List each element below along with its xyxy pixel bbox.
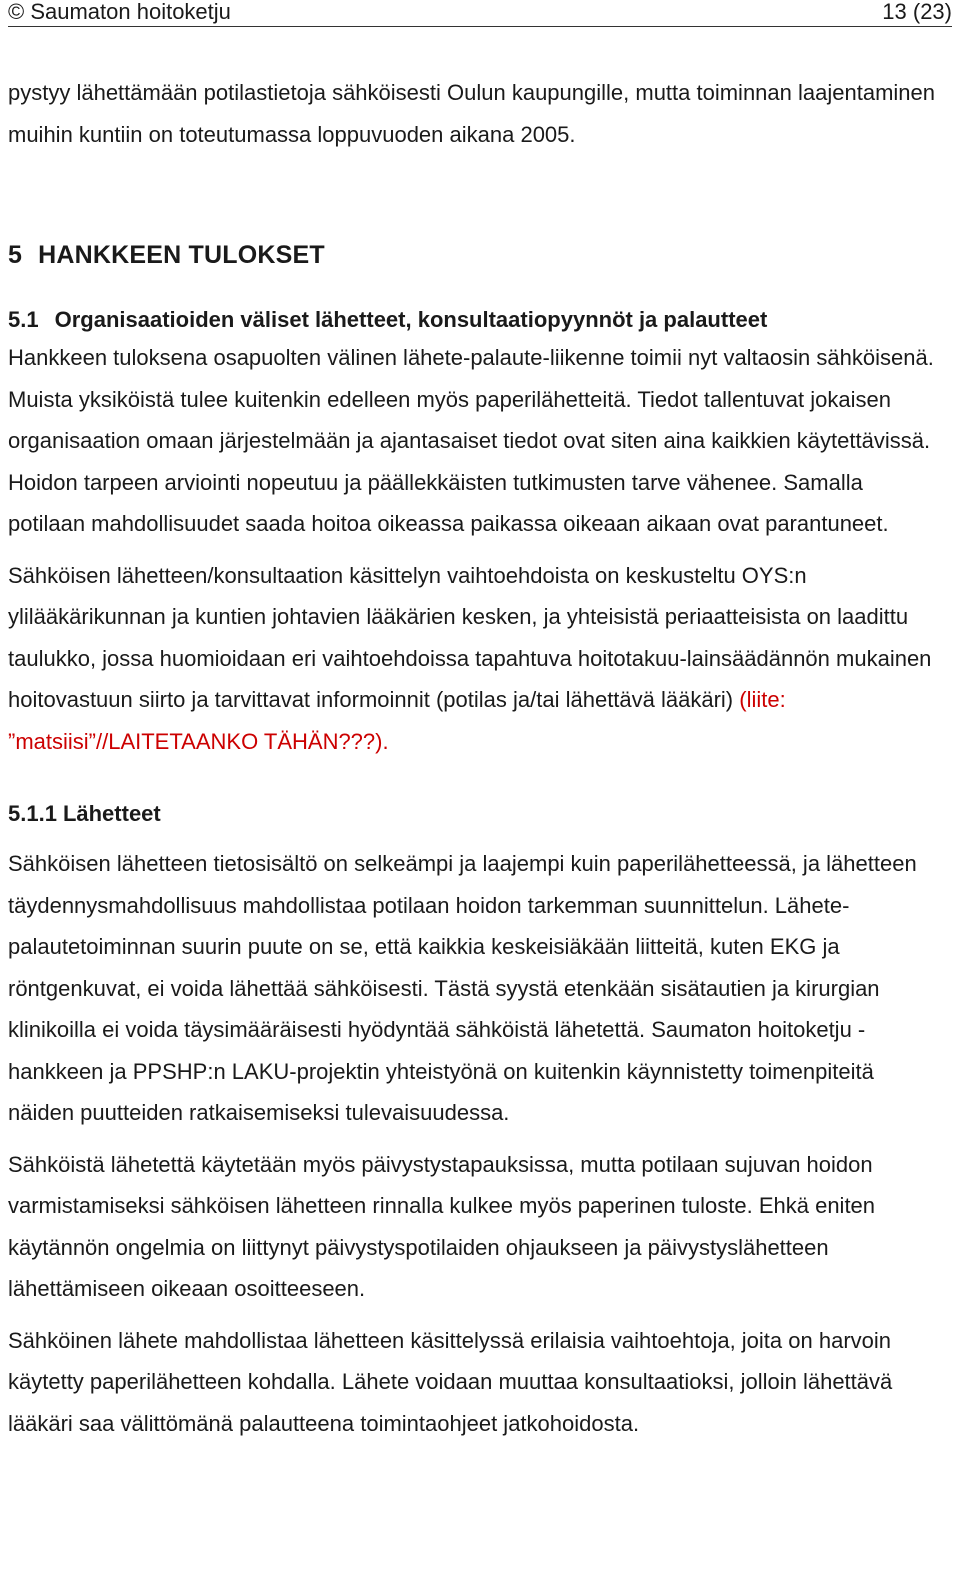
paragraph: Hankkeen tuloksena osapuolten välinen lähete-palaute-liikenne toimii nyt valtaosin sähköisenä. Muista yksiköistä tulee kuitenkin edelleen myös paperilähetteitä. Tiedot tallentuvat jokaisen organisaation omaan järjestelmään ja ajantasaiset tiedot ovat siten aina kaikkien käytettävissä. Hoidon tarpeen arviointi nopeutuu ja päällekkäisten tutkimusten tarve vähenee. Samalla potilaan mahdollisuudet saada hoitoa oikeassa paikassa oikeaan aikaan ovat parantuneet. (8, 345, 934, 536)
subsection-number: 5.1 (8, 307, 39, 332)
intro-paragraph: pystyy lähettämään potilastietoja sähköisesti Oulun kaupungille, mutta toiminnan laajentaminen muihin kuntiin on toteutumassa loppuvuoden aikana 2005. (8, 80, 935, 147)
paragraph-with-note (8, 555, 944, 763)
page-header (8, 0, 952, 27)
paragraph: Sähköisen lähetteen tietosisältö on selkeämpi ja laajempi kuin paperilähetteessä, ja lähetteen täydennysmahdollisuus mahdollistaa potilaan hoidon tarkemman suunnittelun. Lähete-palautetoiminnan suurin puute on se, että kaikkia keskeisiäkään liitteitä, kuten EKG ja röntgenkuvat, ei voida lähettää sähköisesti. Tästä syystä etenkään sisätautien ja kirurgian klinikoilla ei voida täysimääräisesti hyödyntää sähköistä lähetettä. Saumaton hoitoketju -hankkeen ja PPSHP:n LAKU-projektin yhteistyönä on kuitenkin käynnistetty toimenpiteitä näiden puutteiden ratkaisemiseksi tulevaisuudessa. (8, 851, 917, 1125)
document-body (8, 72, 944, 1444)
paragraph: Sähköistä lähetettä käytetään myös päivystystapauksissa, mutta potilaan sujuvan hoidon varmistamiseksi sähköisen lähetteen rinnalla kulkee myös paperinen tuloste. Ehkä eniten käytännön ongelmia on liittynyt päivystyspotilaiden ohjaukseen ja päivystyslähetteen lähettämiseen oikeaan osoitteeseen. (8, 1151, 876, 1301)
section-number: 5 (8, 241, 23, 269)
page-number: 13 (23) (882, 0, 952, 24)
paragraph: Sähköinen lähete mahdollistaa lähetteen käsittelyssä erilaisia vaihtoehtoja, joita on harvoin käytetty paperilähetteen kohdalla. Lähete voidaan muuttaa konsultaatioksi, jolloin lähettävä lääkäri saa välittömänä palautteena toimintaohjeet jatkohoidosta. (8, 1327, 893, 1436)
subsection-heading (8, 303, 944, 337)
paragraph-text: Sähköisen lähetteen/konsultaation käsittelyn vaihtoehdoista on keskusteltu OYS:n ylilääkärikunnan ja kuntien johtavien lääkärien kesken, ja yhteisistä periaatteisista on laadittu taulukko, jossa huomioidaan eri vaihtoehdoissa tapahtuva hoitotakuu-lainsäädännön mukainen hoitovastuun siirto ja tarvittavat informoinnit (potilas ja/tai lähettävä lääkäri) (8, 562, 932, 712)
section-heading (8, 238, 944, 272)
subsubsection-title: Lähetteet (62, 801, 161, 826)
section-title: HANKKEEN TULOKSET (38, 241, 325, 269)
attachment-note: (liite: ”matsiisi”//LAITETAANKO TÄHÄN???). (8, 687, 786, 754)
subsubsection-heading (8, 797, 944, 831)
subsubsection-number: 5.1.1 (8, 801, 57, 826)
subsection-title: Organisaatioiden väliset lähetteet, konsultaatiopyynnöt ja palautteet (54, 307, 768, 332)
header-title: © Saumaton hoitoketju (8, 0, 231, 24)
